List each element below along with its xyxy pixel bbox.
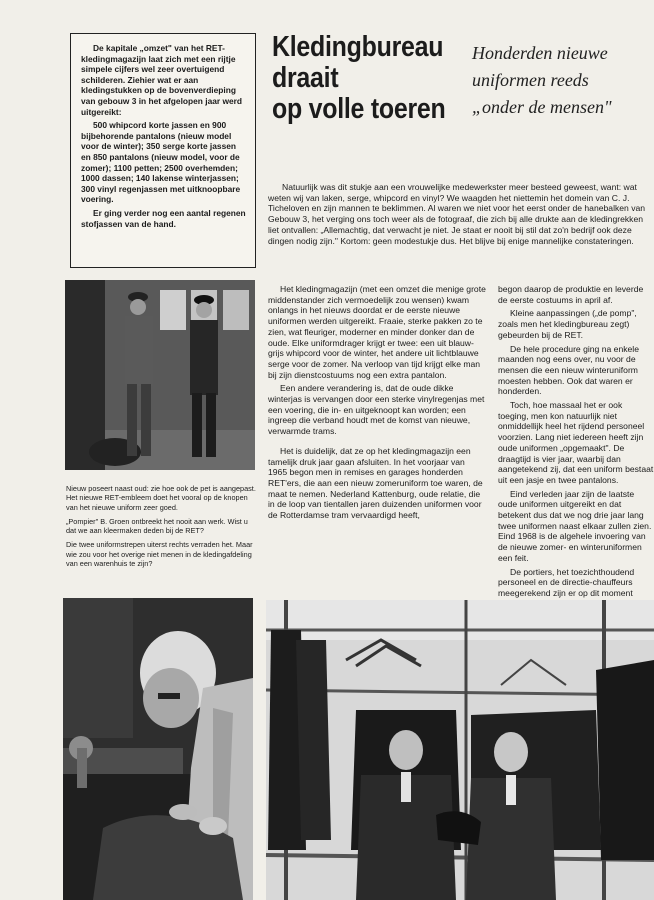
column-2-paragraph-5: Eind verleden jaar zijn de laatste oude uniformen uitgereikt en dat betekent dus dat we nog drie jaar lang twee uniformen naast elkaar zullen zien. Eind 1968 is de algehele invoering van de nieuwe zomer- en winteruniformen een feit. (498, 488, 652, 563)
sidebox-paragraph-1: De kapitale „omzet" van het RET-kledingmagazijn laat zich met een rijtje simpele cijfers wel zeer overtuigend schilderen. Ziehier wat er aan kledingstukken op de bovenverdieping van gebouw 3 in het afgelopen jaar werd uitgereikt: (81, 43, 243, 117)
title-line-3: op volle toeren (272, 93, 446, 125)
column-1-paragraph-2: Een andere verandering is, dat de oude dikke winterjas is vervangen door een sterke vinylregenjas met een voering, die in- en uitgeknoopt kan worden; een ingreep die verband houdt met de komst van nieuwe, verwarmde trams. (268, 383, 485, 437)
column-2-paragraph-4: Toch, hoe massaal het er ook toeging, men kon natuurlijk niet onmiddellijk heel het rijdend personeel voorzien. Lang niet iedereen heeft zijn oude uniformen „opgemaakt". De draagtijd is vier jaar, waarbij dan aangetekend zij, dat een uniform bestaat uit een jasje en twee pantalons. (498, 400, 654, 485)
body-column-2 (498, 284, 654, 598)
caption-3: Die twee uniformstrepen uiterst rechts verraden het. Maar wie zou voor het overige niet menen in de kledingafdeling van een warenhuis te zijn? (66, 540, 253, 569)
column-2-paragraph-2: Kleine aanpassingen („de pomp", zoals men het kledingbureau zegt) gebeurden bij de RET. (498, 308, 637, 340)
body-column-1 (268, 284, 486, 588)
caption-1: Nieuw poseert naast oud: zie hoe ook de pet is aangepast. Het nieuwe RET-embleem doet het vooral op de knopen van het nieuwe uniform zeer goed. (66, 484, 256, 512)
photo-tailor-image (63, 598, 253, 900)
intro-paragraph: Natuurlijk was dit stukje aan een vrouwelijke medewerkster meer besteed geweest, want: wat weten wij van laken, serge, whipcord en vinyl? We waagden het niettemin het domein van C. J. Ticheloven en zijn mannen te beklimmen. Al waren we niet voor het eerst onder de hanebalken van Gebouw 3, het verging ons toch weer als de fotograaf, die zich bij alle drukte aan de kledingrekken liet ontvallen: „Allemachtig, dat verwacht je niet. Je staat er nooit bij stil dat zo'n bedrijf ook deze dingen nodig zijn." Kortom: geen modestukje dus. Het blijve bij enige mannelijke constateringen. (268, 182, 646, 246)
column-1-paragraph-1: Het kledingmagazijn (met een omzet die menige grote middenstander zich vermoedelijk zou wensen) kwam onlangs in het nieuws doordat er de eerste nieuwe uniformen werden uitgereikt. Fraaie, sterke pakken zo te zien, wat fleuriger, moderner en minder donker dan de oude. Elke uniformdrager krijgt er twee: een uit blauw-grijs whipcord voor de winter, het andere uit lichtblauwe serge voor de zomer. Na verloop van tijd krijgt elke man bij zijn dienstcostuums nog een extra pantalon. (268, 284, 486, 380)
column-2-paragraph-1: begon daarop de produktie en leverde de eerste costuums in april af. (498, 284, 644, 305)
column-1-paragraph-3: Het is duidelijk, dat ze op het kledingmagazijn een tamelijk druk jaar gaan afsluiten. In het voorjaar van 1965 begon men in remises en garages honderden RET'ers, die aan een nieuw zomeruniform toe waren, de maat te nemen. Nederland Kattenburg, oude relatie, die in de loop van tientallen jaren duizenden uniformen voor de Rotterdamse tram vervaardigd heeft, (268, 445, 483, 521)
subtitle-line-2: uniformen reeds (472, 70, 589, 90)
photo-clothing-racks-image (266, 600, 654, 900)
sidebox-paragraph-2: 500 whipcord korte jassen en 900 bijbehorende pantalons (nieuw model voor de winter); 350 serge korte jassen en 850 pantalons (nieuw model, voor de zomer); 1100 petten; 2500 overhemden; 1000 dassen; 140 lakense winterjassen; 300 vinyl regenjassen met uitknoopbare voering. (81, 120, 241, 205)
article-subtitle (472, 40, 654, 121)
article-title (272, 31, 446, 125)
photo-clothing-racks (266, 600, 654, 900)
title-line-2: draait (272, 62, 339, 94)
photo-uniform-comparison (65, 280, 255, 470)
subtitle-line-3: „onder de mensen" (472, 97, 612, 117)
sidebox-paragraph-3: Er ging verder nog een aantal regenen stofjassen van de hand. (81, 207, 246, 229)
photo-captions (66, 484, 256, 573)
intro-block (268, 182, 653, 246)
caption-2: „Pompier" B. Groen ontbreekt het nooit aan werk. Wist u dat we aan kleermaken deden bij de RET? (66, 516, 248, 536)
photo-uniform-comparison-image (65, 280, 255, 470)
title-line-1: Kledingbureau (272, 31, 444, 63)
photo-tailor (63, 598, 253, 900)
sidebar-box (70, 33, 256, 268)
column-2-paragraph-3: De hele procedure ging na enkele maanden nog eens over, nu voor de mensen die een nieuw winteruniform moesten hebben. Ook dat waren er honderden. (498, 343, 639, 397)
column-2-paragraph-6: De portiers, het toezichthoudend personeel en de directie-chauffeurs meegerekend zijn er op dit moment (498, 566, 635, 598)
subtitle-line-1: Honderden nieuwe (472, 43, 608, 63)
